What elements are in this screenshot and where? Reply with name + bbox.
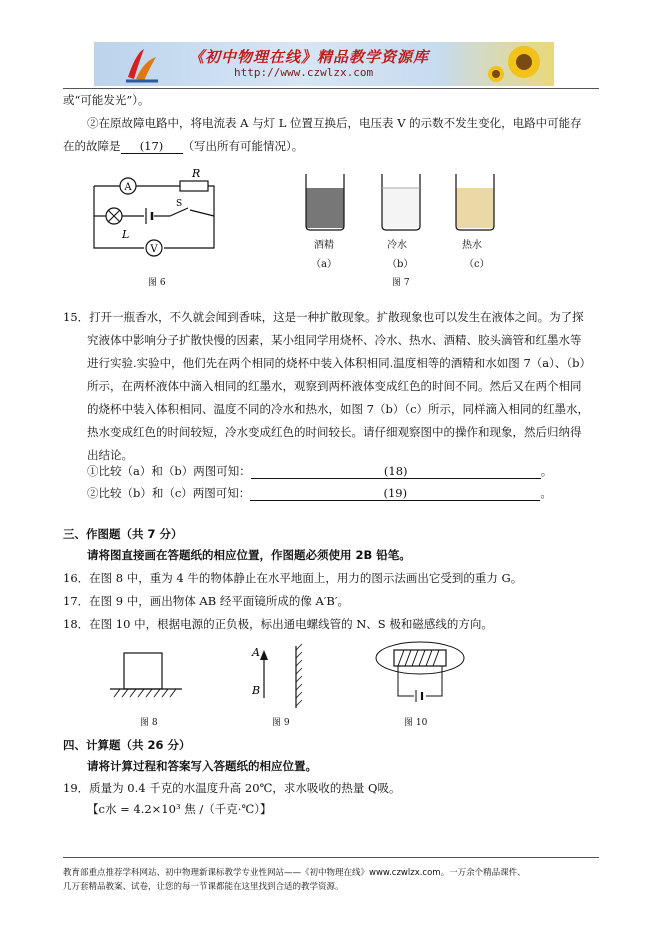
conclusion-1 <box>87 463 552 479</box>
text-line: ②在原故障电路中，将电流表 A 与灯 L 位置互换后，电压表 V 的示数不发生变化，电路中可能存 <box>87 116 582 130</box>
ammeter-label: A <box>124 182 132 193</box>
header-rule <box>63 88 599 89</box>
voltmeter-label: V <box>150 244 158 255</box>
q15-text: 究液体中影响分子扩散快慢的因素，某小组同学用烧杯、冷水、热水、酒精、胶头滴管和红墨水等 <box>87 333 582 347</box>
answer-blank-19: (19) <box>250 486 540 501</box>
section-3-note: 请将图直接画在答题纸的相应位置，作图题必须使用 2B 铅笔。 <box>87 548 411 562</box>
figure-10-solenoid <box>370 640 470 712</box>
banner-title: 《初中物理在线》精品教学资源库 <box>189 48 430 66</box>
header-banner <box>94 42 554 86</box>
answer-blank-17: (17) <box>121 139 183 154</box>
beaker-label-b: 冷水 <box>387 240 407 251</box>
period: 。 <box>540 486 552 500</box>
section-3-title: 三、作图题（共 7 分） <box>63 527 183 541</box>
resistor-icon <box>180 181 208 191</box>
q15-text: 热水变成红色的时间较短，冷水变成红色的时间较长。请仔细观察图中的操作和现象，然后归纳得 <box>87 425 582 439</box>
q15-text: 的烧杯中装入体积相同、温度不同的冷水和热水，如图 7（b）（c）所示，同样滴入相同的红墨水， <box>87 402 590 416</box>
figure-caption: 图 10 <box>404 718 428 728</box>
logo-icon <box>122 45 162 85</box>
point-b-label: B <box>252 684 261 697</box>
figure-6-circuit <box>88 168 228 268</box>
q15-text: 所示，在两杯液体中滴入相同的红墨水，观察到两杯液体变成红色的时间不同。然后又在两个相同 <box>87 379 582 393</box>
text-fragment: （写出所有可能情况）。 <box>182 139 304 153</box>
conclusion-2 <box>87 485 552 501</box>
q18-text: 18．在图 10 中，根据电源的正负极，标出通电螺线管的 N、S 极和磁感线的方向。 <box>63 617 493 631</box>
beaker-sub-a: （a） <box>311 259 337 270</box>
conclusion-label: ②比较（b）和（c）两图可知： <box>87 486 251 500</box>
q15-text: 出结论。 <box>87 448 133 462</box>
figure-caption: 图 6 <box>148 278 166 288</box>
footer-rule <box>63 857 599 858</box>
figure-9-mirror <box>246 640 316 710</box>
q16-text: 16．在图 8 中，重为 4 牛的物体静止在水平地面上，用力的图示法画出它受到的重力 G。 <box>63 571 523 585</box>
footer-line-2: 几万套精品教案、试卷，让您的每一节课都能在这里找到合适的教学资源。 <box>63 882 344 892</box>
text-fragment: 在的故障是 <box>63 139 121 153</box>
figure-caption: 图 7 <box>392 278 410 288</box>
q15-text: 15．打开一瓶香水，不久就会闻到香味，这是一种扩散现象。扩散现象也可以发生在液体之间。为了探 <box>63 310 584 324</box>
figure-caption: 图 8 <box>140 718 158 728</box>
figure-caption: 图 9 <box>272 718 290 728</box>
block-icon <box>124 653 162 689</box>
text-line <box>63 138 303 154</box>
beaker-label-c: 热水 <box>462 240 482 251</box>
q17-text: 17．在图 9 中，画出物体 AB 经平面镜所成的像 A′B′。 <box>63 594 349 608</box>
switch-label: S <box>176 199 183 209</box>
q19-constant: 【c水 = 4.2×10³ 焦 /（千克·℃）】 <box>87 802 272 816</box>
section-4-title: 四、计算题（共 26 分） <box>63 738 191 752</box>
text-line: 或“可能发光”）。 <box>63 93 150 107</box>
point-a-label: A <box>252 646 260 659</box>
q19-text: 19．质量为 0.4 千克的水温度升高 20℃，求水吸收的热量 Q吸。 <box>63 781 401 795</box>
beaker-a-liquid <box>306 188 344 228</box>
resistor-label: R <box>192 168 201 180</box>
conclusion-label: ①比较（a）和（b）两图可知： <box>87 464 251 478</box>
beaker-sub-c: （c） <box>464 259 490 270</box>
beaker-sub-b: （b） <box>387 259 414 270</box>
beaker-label-a: 酒精 <box>314 240 334 251</box>
lamp-label: L <box>122 228 130 241</box>
figure-7-beakers <box>300 172 520 234</box>
q15-text: 进行实验.实验中，他们先在两个相同的烧杯中装入体积相同.温度相等的酒精和水如图 7（a）、（b） <box>87 356 591 370</box>
footer-line-1: 教育部重点推荐学科网站、初中物理新课标教学专业性网站——《初中物理在线》www.czwlzx.com。一万余个精品课件、 <box>63 868 526 878</box>
banner-url[interactable]: http://www.czwlzx.com <box>234 66 374 79</box>
figure-8-block <box>110 645 190 705</box>
answer-blank-18: (18) <box>251 464 541 479</box>
section-4-note: 请将计算过程和答案写入答题纸的相应位置。 <box>87 759 317 773</box>
sunflower-icon <box>484 42 554 86</box>
period: 。 <box>540 464 553 478</box>
